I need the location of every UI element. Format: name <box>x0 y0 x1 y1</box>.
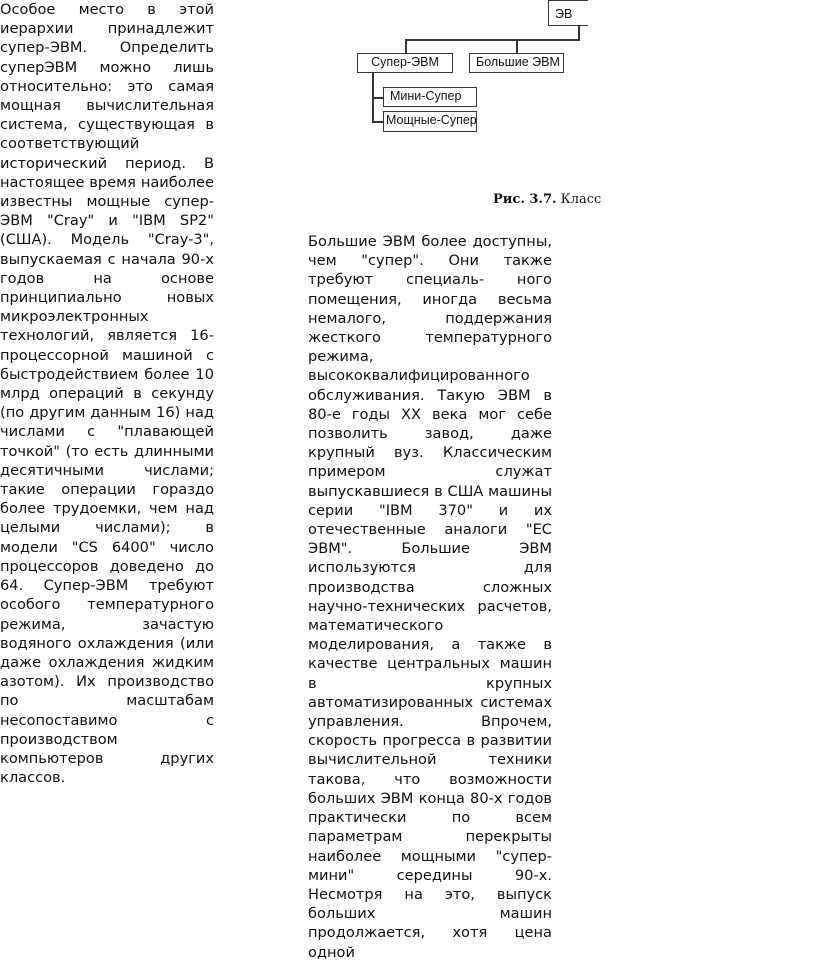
diagram-connector <box>405 39 580 41</box>
figure-caption-label: Рис. 3.7. <box>493 192 557 207</box>
diagram-box-large <box>469 53 564 73</box>
figure-caption-text: Класс <box>560 192 602 207</box>
diagram-box-super <box>357 53 453 73</box>
diagram-box-powerful-super-label: Мощные-Супер <box>386 113 477 127</box>
diagram-box-computers-label: ЭВ <box>555 7 573 21</box>
diagram-box-powerful-super <box>383 111 477 132</box>
diagram-box-large-label: Большие ЭВМ <box>476 55 560 69</box>
diagram-box-computers <box>548 0 588 26</box>
diagram-connector <box>578 26 580 40</box>
diagram-box-mini-super <box>383 87 477 107</box>
left-column-text: Особое место в этой иерархии принадлежит супер-ЭВМ. Определить суперЭВМ можно лишь относительно: это самая мощная вычислительная система, существующая в соответствующий исторический период. В настоящее время наиболее известны мощные супер-ЭВМ "Cray" и "IBM SP2" (США). Модель "Cray-3", выпускаемая с начала 90-х годов на основе принципиально новых микроэлектронных технологий, является 16-процессорной машиной с быстродействием более 10 млрд операций в секунду (по другим данным 16) над числами с "плавающей точкой" (то есть длинными десятичными числами; такие операции гораздо более трудоемки, чем над целыми числами); в модели "CS 6400" число процессоров доведено до 64. Супер-ЭВМ требуют особого температурного режима, зачастую водяного охлаждения (или даже охлаждения жидким азотом). Их производство по масштабам несопоставимо с производством компьютеров других классов. <box>0 1 214 787</box>
diagram-connector <box>405 39 407 54</box>
diagram-connector <box>516 39 518 54</box>
figure-caption <box>493 192 601 207</box>
diagram-box-super-label: Супер-ЭВМ <box>371 55 439 69</box>
diagram-box-mini-super-label: Мини-Супер <box>390 89 462 103</box>
right-column-text: Большие ЭВМ более доступны, чем "супер". Они также требуют специаль- ного помещения, иногда весьма немалого, поддержания жесткого температурного режима, высококвалифицированного обслуживания. Такую ЭВМ в 80-е годы XX века мог себе позволить завод, даже крупный вуз. Классическим примером служат выпускавшиеся в США машины серии "IBM 370" и их отечественные аналоги "ЕС ЭВМ". Большие ЭВМ используются для производства сложных научно-технических расчетов, математического моделирования, а также в качестве центральных машин в крупных автоматизированных системах управления. Впрочем, скорость прогресса в развитии вычислительной техники такова, что возможности больших ЭВМ конца 80-х годов практически по всем параметрам перекрыты наиболее мощными "супер-мини" середины 90-х. Несмотря на это, выпуск больших машин продолжается, хотя цена одной <box>308 233 552 961</box>
